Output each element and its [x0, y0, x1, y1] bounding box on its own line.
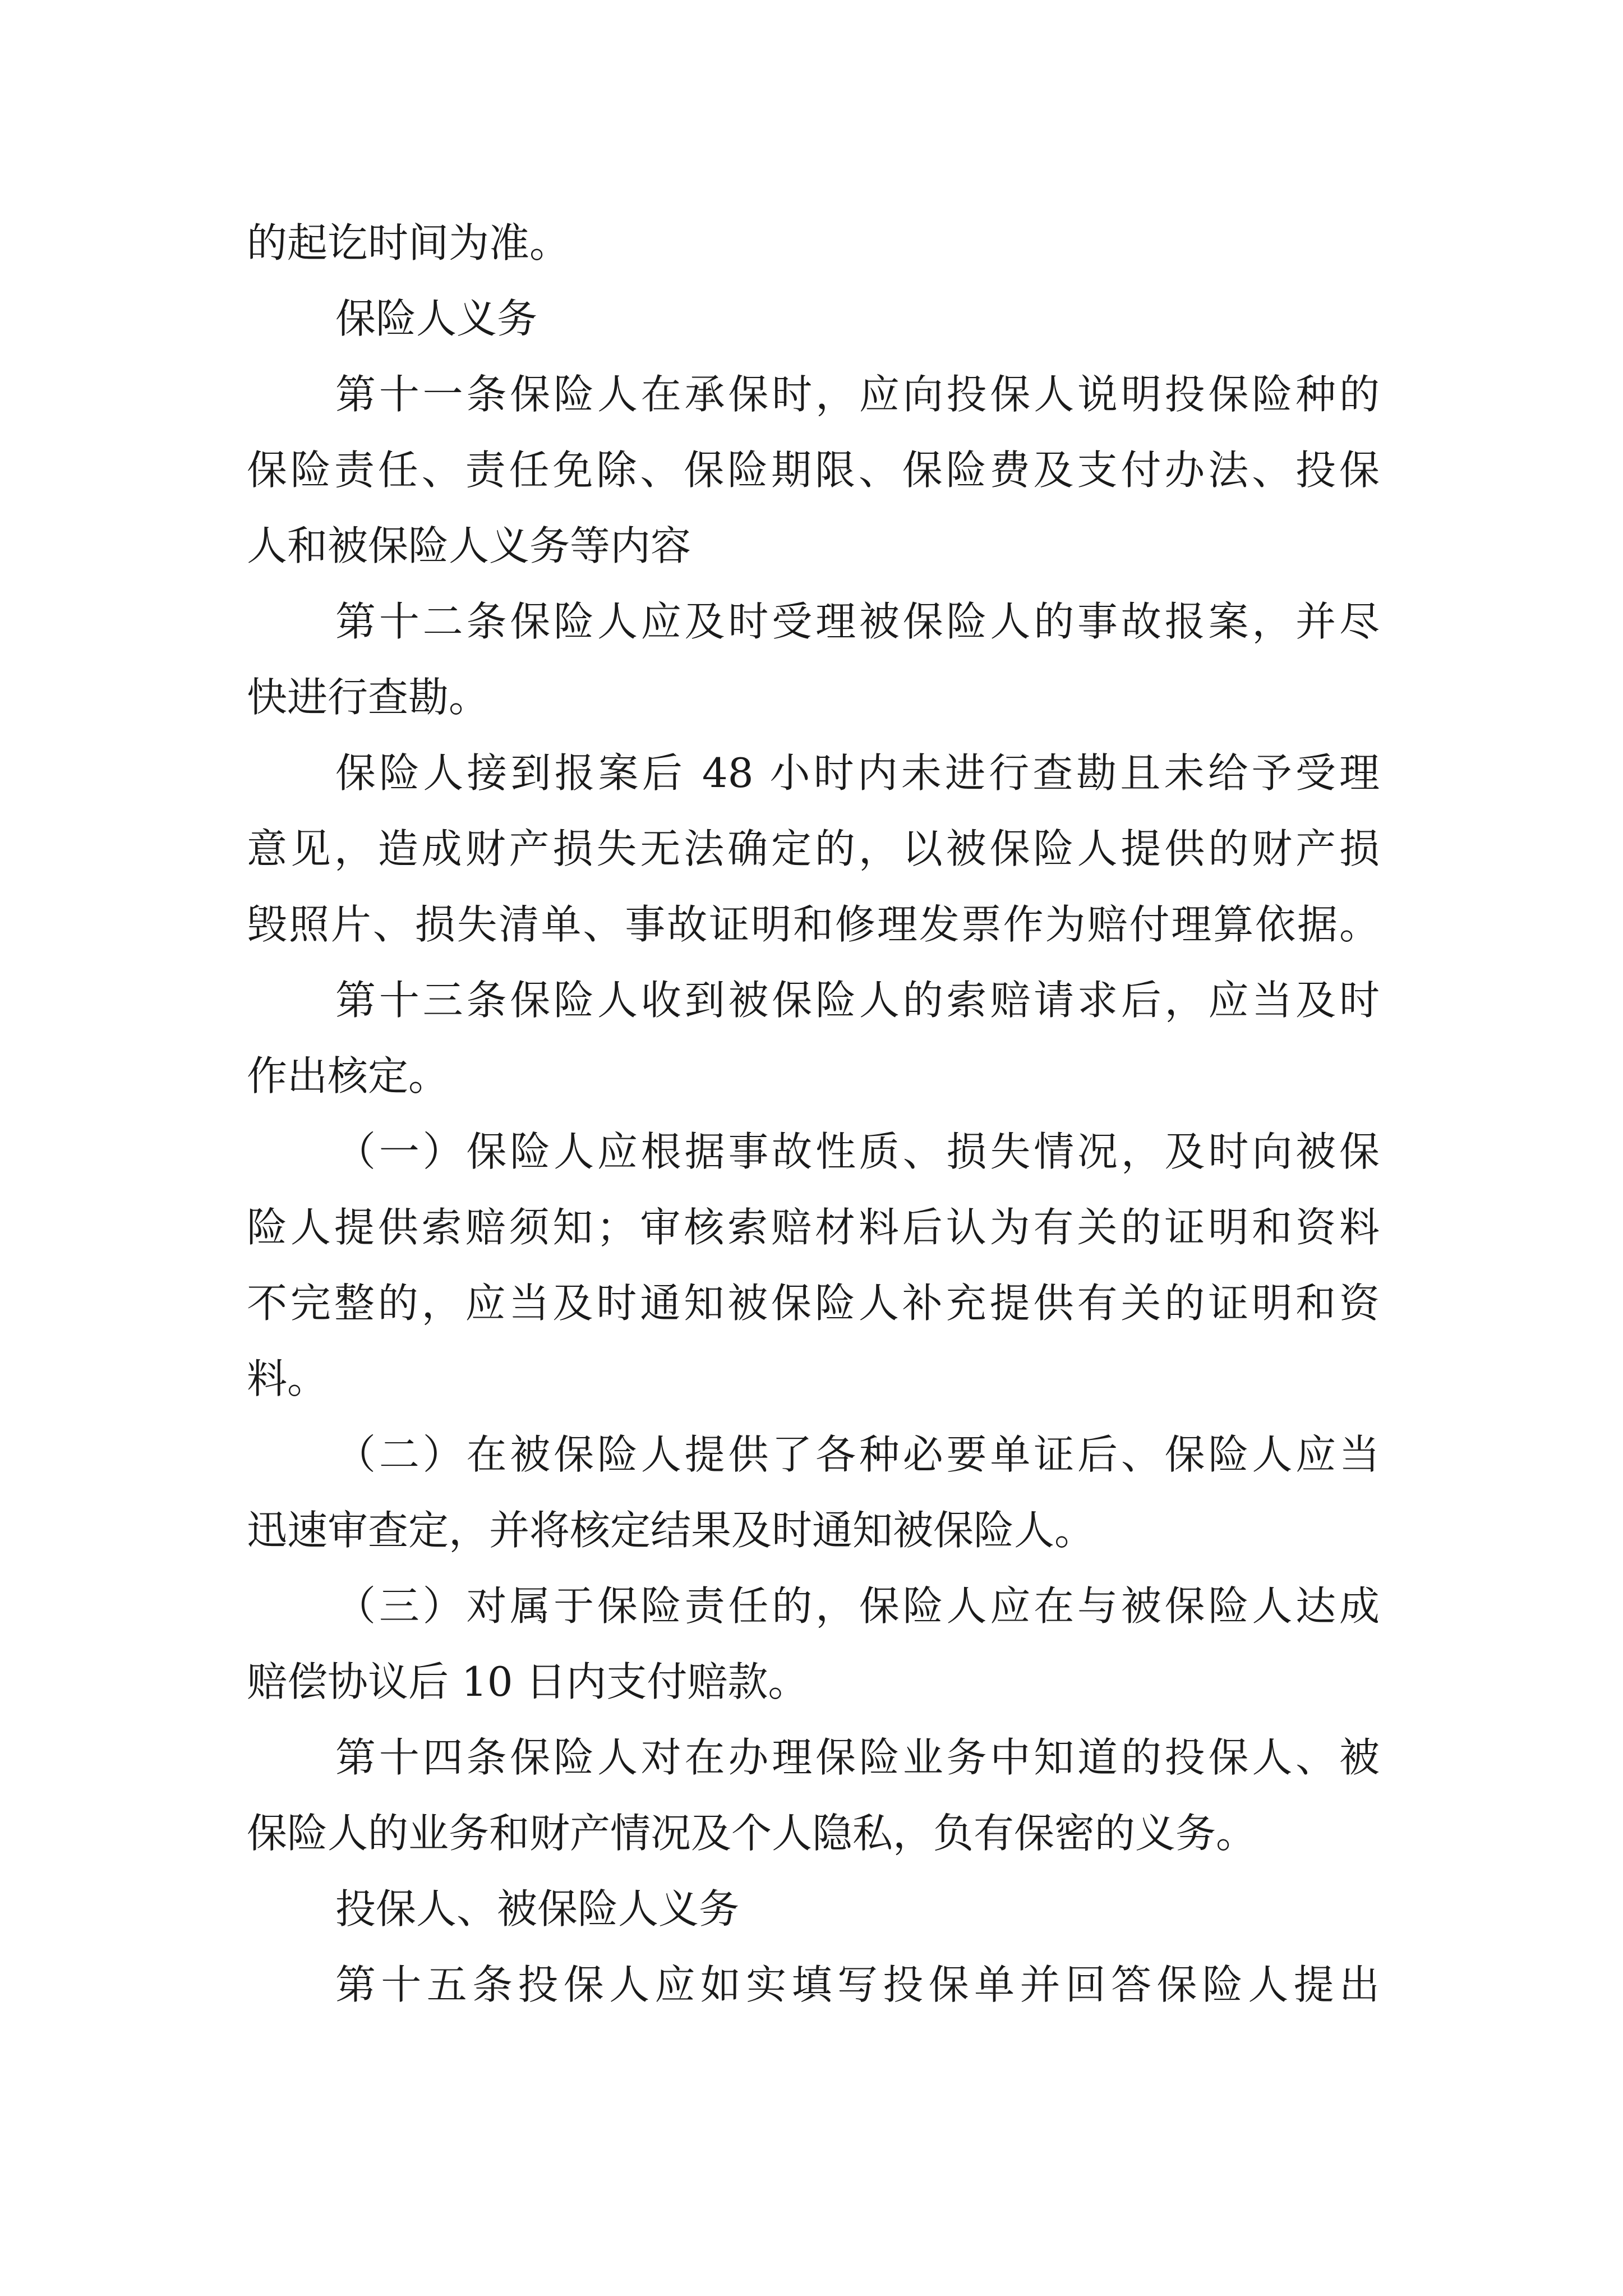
item-3-line-1: （三）对属于保险责任的，保险人应在与被保险人达成	[335, 1582, 1380, 1630]
item-1-line-2: 险人提供索赔须知；审核索赔材料后认为有关的证明和资料	[247, 1204, 1380, 1251]
article-11-line-2: 保险责任、责任免除、保险期限、保险费及支付办法、投保	[247, 447, 1380, 494]
item-3-line-2: 赔偿协议后 10 日内支付赔款。	[247, 1658, 809, 1705]
paragraph-report-line-3: 毁照片、损失清单、事故证明和修理发票作为赔付理算依据。	[247, 901, 1380, 948]
paragraph-report-line-2: 意见，造成财产损失无法确定的，以被保险人提供的财产损	[247, 825, 1380, 872]
item-1-line-3: 不完整的，应当及时通知被保险人补充提供有关的证明和资	[247, 1280, 1380, 1327]
item-1-line-4: 料。	[247, 1355, 328, 1402]
article-13-line-1: 第十三条保险人收到被保险人的索赔请求后，应当及时	[335, 977, 1380, 1024]
article-12-line-2: 快进行查勘。	[247, 674, 490, 721]
article-14-line-2: 保险人的业务和财产情况及个人隐私，负有保密的义务。	[247, 1810, 1257, 1857]
article-12-line-1: 第十二条保险人应及时受理被保险人的事故报案，并尽	[335, 598, 1380, 645]
article-13-line-2: 作出核定。	[247, 1052, 449, 1099]
article-11-line-3: 人和被保险人义务等内容	[247, 522, 691, 569]
paragraph-report-line-1: 保险人接到报案后 48 小时内未进行查勘且未给予受理	[335, 749, 1380, 797]
article-11-line-1: 第十一条保险人在承保时，应向投保人说明投保险种的	[335, 371, 1380, 418]
article-15-line-1: 第十五条投保人应如实填写投保单并回答保险人提出	[335, 1961, 1380, 2008]
item-1-line-1: （一）保险人应根据事故性质、损失情况，及时向被保	[335, 1128, 1380, 1175]
item-2-line-1: （二）在被保险人提供了各种必要单证后、保险人应当	[335, 1431, 1380, 1478]
text-line-continuation: 的起讫时间为准。	[247, 219, 570, 266]
article-14-line-1: 第十四条保险人对在办理保险业务中知道的投保人、被	[335, 1734, 1380, 1781]
section-heading-insurer-duties: 保险人义务	[335, 295, 538, 342]
section-heading-policyholder-duties: 投保人、被保险人义务	[335, 1885, 740, 1932]
item-2-line-2: 迅速审查定，并将核定结果及时通知被保险人。	[247, 1507, 1095, 1554]
